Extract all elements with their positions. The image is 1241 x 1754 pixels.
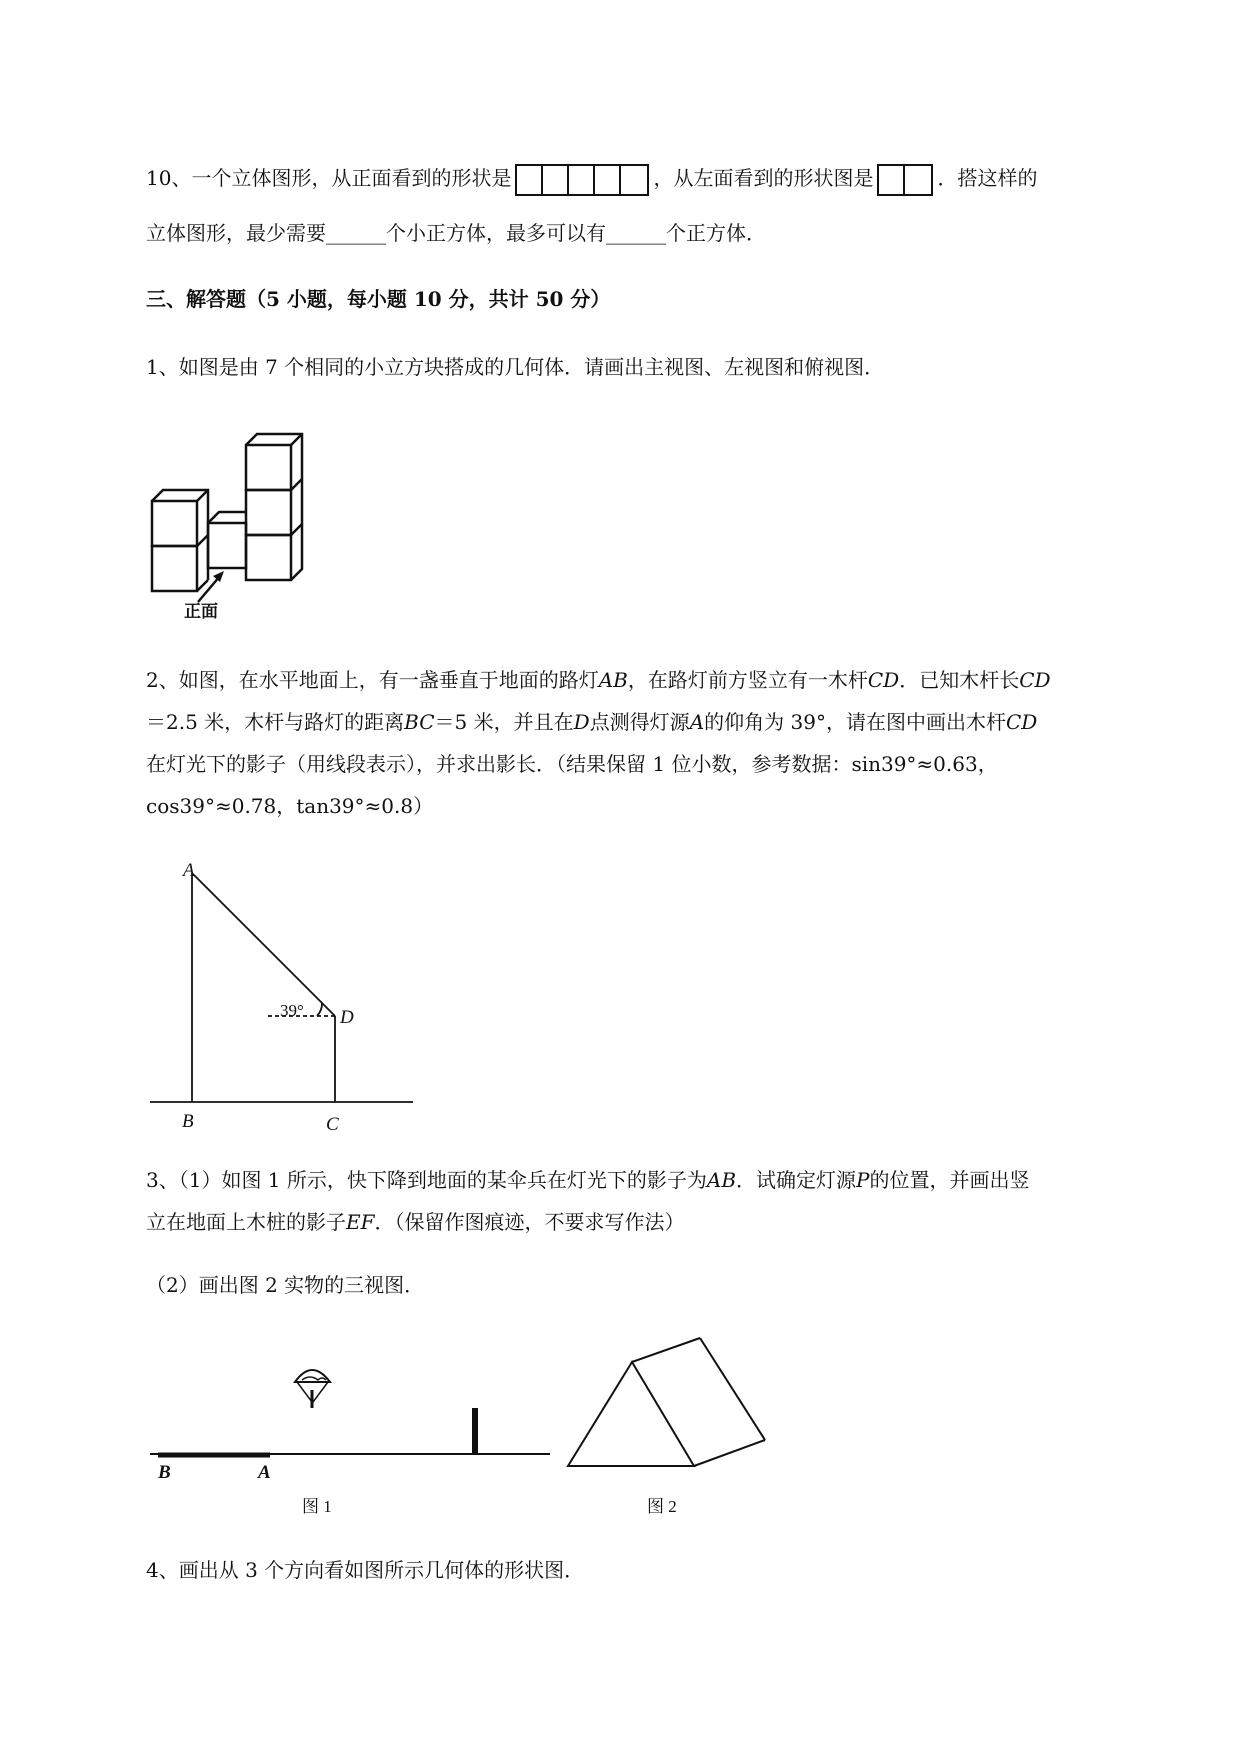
p2-text: ，在路灯前方竖立有一木杆 (627, 668, 868, 692)
label-C: C (326, 1114, 339, 1135)
p3-text: ．（保留作图痕迹，不要求写作法） (374, 1210, 685, 1234)
p3-text: 3、（1）如图 1 所示，快下降到地面的某伞兵在灯光下的影子为 (146, 1168, 707, 1192)
p2-var: CD (1019, 668, 1051, 692)
p2-var: BC (404, 710, 435, 734)
p3-var: EF (346, 1210, 375, 1234)
p4-text: 4、画出从 3 个方向看如图所示几何体的形状图． (146, 1558, 585, 1582)
p2-text: ＝5 米，并且在 (434, 710, 574, 734)
p3-var: P (856, 1168, 870, 1192)
angle-label: 39° (280, 1001, 304, 1020)
p3-line-1 (146, 1165, 1030, 1195)
q10-text-b: ，从左面看到的形状图是 (653, 166, 874, 190)
label-A: A (183, 860, 195, 881)
fig2-caption: 图 2 (647, 1497, 677, 1516)
fig1-caption: 图 1 (302, 1497, 332, 1516)
p3-text: ．试确定灯源 (736, 1168, 857, 1192)
p3-line-2 (146, 1207, 684, 1237)
label-B-fig1: B (158, 1462, 171, 1483)
front-label: 正面 (184, 602, 218, 621)
cube-figure (140, 430, 340, 620)
p2-var: CD (867, 668, 900, 692)
p2-line-3: 在灯光下的影子（用线段表示），并求出影长．（结果保留 1 位小数，参考数据：sin39°≈0.63， (146, 752, 998, 776)
paratrooper-figure (140, 1350, 560, 1520)
p2-line-4: cos39°≈0.78，tan39°≈0.8） (146, 794, 434, 818)
p2-var: A (689, 710, 705, 734)
p3-text: 的位置，并画出竖 (869, 1168, 1030, 1192)
p2-text: ＝2.5 米，木杆与路灯的距离 (146, 710, 405, 734)
p2-text: 点测得灯源 (589, 710, 690, 734)
p2-text: ．已知木杆长 (899, 668, 1020, 692)
p2-line-2 (146, 707, 1037, 737)
q10-line-1 (146, 163, 1037, 196)
front-view-boxes (515, 164, 649, 196)
section-title: 三、解答题（5 小题，每小题 10 分，共计 50 分） (146, 287, 611, 311)
p2-line-1 (146, 665, 1051, 695)
p2-var: D (573, 710, 590, 734)
p2-var: AB (598, 668, 628, 692)
p2-var: CD (1005, 710, 1038, 734)
left-view-boxes (877, 164, 933, 196)
prism-figure (560, 1330, 780, 1520)
p2-text: 的仰角为 39°，请在图中画出木杆 (704, 710, 1006, 734)
p1-text: 1、如图是由 7 个相同的小立方块搭成的几何体．请画出主视图、左视图和俯视图． (146, 355, 885, 379)
p3-line-3: （2）画出图 2 实物的三视图． (146, 1273, 425, 1297)
p2-text: 2、如图，在水平地面上，有一盏垂直于地面的路灯 (146, 668, 599, 692)
q10-text-a: 10、一个立体图形，从正面看到的形状是 (146, 166, 512, 190)
label-A-fig1: A (258, 1462, 271, 1483)
streetlight-figure (140, 855, 440, 1135)
label-B: B (182, 1111, 194, 1132)
p3-var: AB (706, 1168, 737, 1192)
p3-text: 立在地面上木桩的影子 (146, 1210, 346, 1234)
q10-text-c: ．搭这样的 (937, 166, 1038, 190)
q10-line-2: 立体图形，最少需要______个小正方体，最多可以有______个正方体． (146, 221, 766, 245)
label-D: D (340, 1007, 354, 1028)
